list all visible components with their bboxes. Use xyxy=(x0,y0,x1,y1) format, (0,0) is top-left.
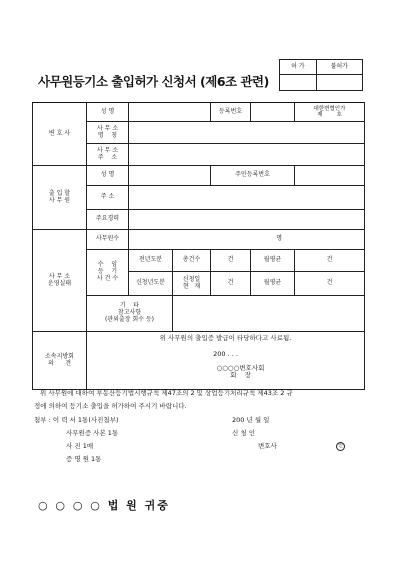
lawyer-section-label: 변 호 사 xyxy=(33,103,87,166)
opinion-field xyxy=(87,332,365,390)
form-title: 사무원등기소 출입허가 신청서 (제6조 관련) xyxy=(38,74,269,89)
office-status-label: 사 무 소 운영실태 xyxy=(33,230,87,332)
attachment-4: 증 명 원 1통 xyxy=(66,455,102,463)
lawyer-reg-label: 등록번호 xyxy=(211,103,251,122)
prev-monthly-label: 월평균 xyxy=(251,250,295,272)
clerk-career-label: 주요경력 xyxy=(87,210,129,230)
opinion-label: 소속지방회 의 견 xyxy=(33,332,87,390)
lawyer-assoc-label: 대한변협인가 제 호 xyxy=(295,103,365,122)
lawyer-name-label: 성 명 xyxy=(87,103,129,122)
approve-cell[interactable] xyxy=(280,75,317,91)
other-notes-field[interactable] xyxy=(173,296,365,332)
clerk-name-label: 성 명 xyxy=(87,166,129,186)
clerk-section-label: 출 입 할 사 무 원 xyxy=(33,166,87,230)
office-name-label: 사 무 소 명 칭 xyxy=(87,122,129,144)
curr-year-label: 신청년도분 xyxy=(129,272,173,296)
staff-count-unit: 명 xyxy=(129,230,365,250)
curr-apply-label: 신청일 현 재 xyxy=(173,272,211,296)
seal-icon: 인 xyxy=(336,442,345,451)
disapprove-header: 불허가 xyxy=(316,60,362,75)
clerk-career-field[interactable] xyxy=(129,210,365,230)
clerk-rrn-field[interactable] xyxy=(295,166,365,186)
curr-monthly-unit: 건 xyxy=(295,272,365,296)
office-name-field[interactable] xyxy=(129,122,365,144)
lawyer-sign-label: 변호사 xyxy=(258,442,277,450)
clerk-name-field[interactable] xyxy=(129,166,211,186)
office-address-label: 사 무 소 주 소 xyxy=(87,144,129,166)
lawyer-name-field[interactable] xyxy=(129,103,211,122)
application-table xyxy=(32,102,365,390)
clerk-rrn-label: 주민등록번호 xyxy=(211,166,295,186)
disapprove-cell[interactable] xyxy=(316,75,362,91)
request-line-2: 정에 의하여 등기소 출입을 허가하여 주시기 바랍니다. xyxy=(34,402,187,410)
office-address-field[interactable] xyxy=(129,144,365,166)
prev-monthly-unit: 건 xyxy=(295,250,365,272)
applicant-label: 신 청 인 xyxy=(232,429,255,437)
staff-count-label: 사무원수 xyxy=(87,230,129,250)
approve-header: 허 가 xyxy=(280,60,317,75)
attachment-2: 사무원증 사본 1통 xyxy=(66,429,119,437)
request-line-1: 위 사무원에 대하여 부동산등기법시행규칙 제47조의 2 및 상업등기처리규칙 제43조 2 규 xyxy=(40,389,293,397)
cases-label: 수 임 등 기 사 건 수 xyxy=(87,250,129,296)
request-date: 200 년 월 일 xyxy=(232,416,270,424)
clerk-address-label: 주 소 xyxy=(87,186,129,210)
attachment-3: 사 진 1매 xyxy=(66,442,94,450)
seal-mark xyxy=(336,441,345,451)
prev-year-label: 전년도분 xyxy=(129,250,173,272)
lawyer-reg-field[interactable] xyxy=(251,103,295,122)
prev-total-unit: 건 xyxy=(211,250,251,272)
attachment-1: 첨부 : 이 력 서 1통(사진첨부) xyxy=(34,416,119,424)
opinion-signer: ○○○○변호사회 회 장 xyxy=(216,363,265,380)
court-addressee: ○ ○ ○ ○ 법 원 귀중 xyxy=(38,499,170,512)
curr-total-unit: 건 xyxy=(211,272,251,296)
approval-box xyxy=(279,59,363,91)
prev-total-label: 총건수 xyxy=(173,250,211,272)
curr-monthly-label: 월평균 xyxy=(251,272,295,296)
opinion-date: 200 . . . xyxy=(213,350,238,359)
clerk-address-field[interactable] xyxy=(129,186,365,210)
other-notes-label: 기 타 참고사항 (관외출장 회수 등) xyxy=(87,296,173,332)
opinion-statement: 위 사무원의 출입증 발급이 타당하다고 사료됨. xyxy=(159,334,292,342)
